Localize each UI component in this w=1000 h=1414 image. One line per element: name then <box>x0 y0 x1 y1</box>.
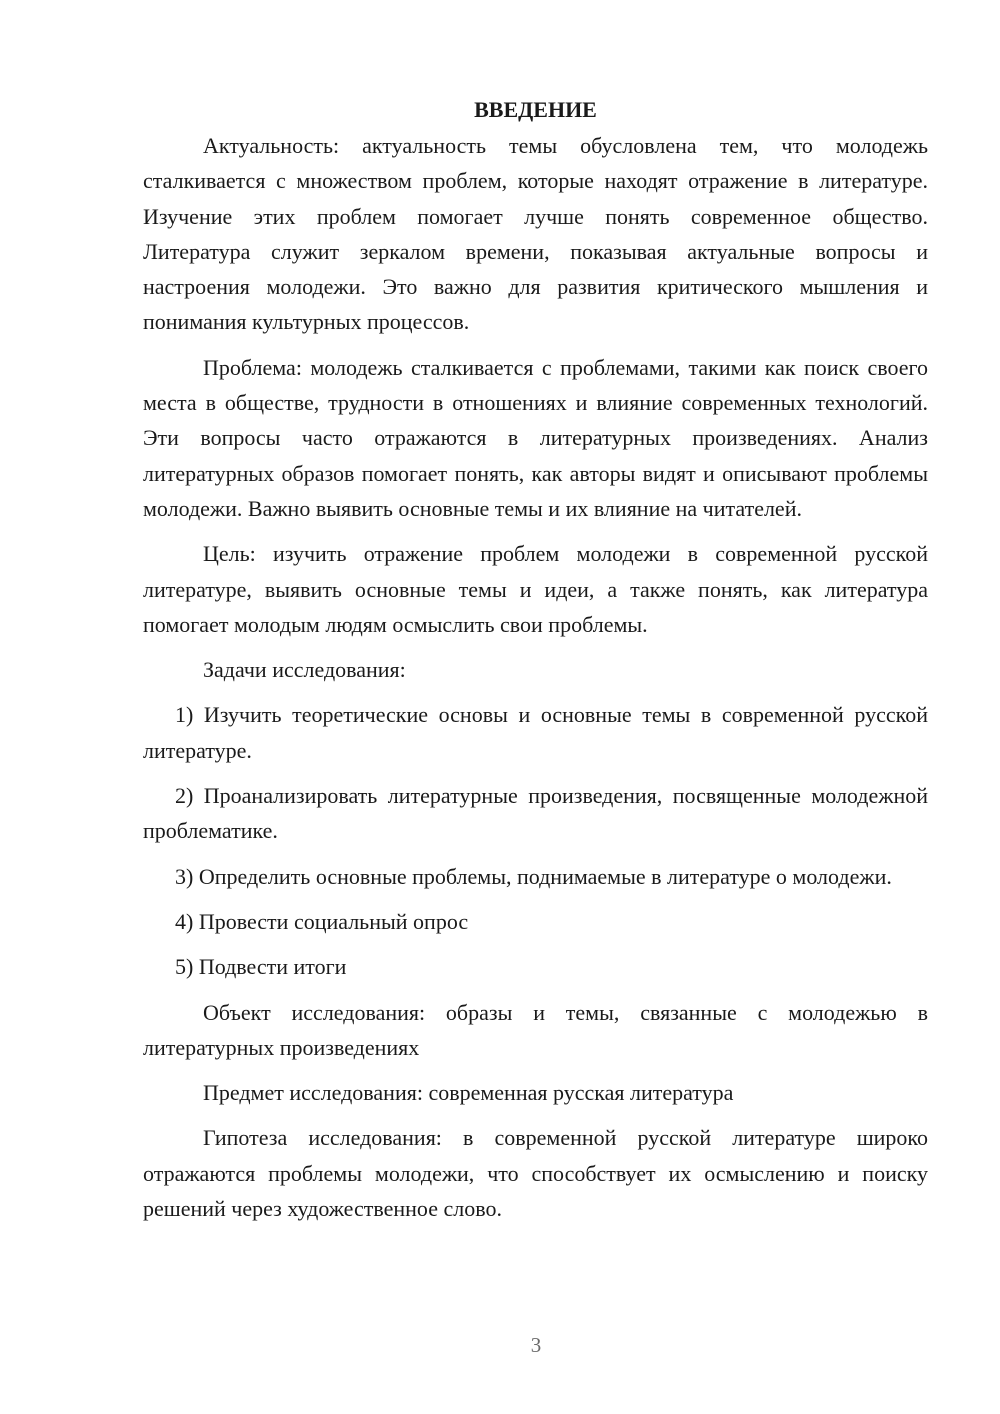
section-heading: ВВЕДЕНИЕ <box>474 97 597 122</box>
relevance-paragraph: Актуальность: актуальность темы обусловлена тем, что молодежь сталкивается с множеством проблем, которые находят отражение в литературе. Изучение этих проблем помогает лучше понять современное общество. Литература служит зеркалом времени, показывая актуальные вопросы и настроения молодежи. Это важно для развития критического мышления и понимания культурных процессов. <box>143 133 928 335</box>
object-paragraph: Объект исследования: образы и темы, связанные с молодежью в литературных произведениях <box>143 999 928 1060</box>
task-item-3: 3) Определить основные проблемы, поднимаемые в литературе о молодежи. <box>175 863 892 889</box>
task-item-2: 2) Проанализировать литературные произведения, посвященные молодежной проблематике. <box>143 783 928 844</box>
goal-paragraph: Цель: изучить отражение проблем молодежи в современной русской литературе, выявить основные темы и идеи, а также понять, как литература помогает молодым людям осмыслить свои проблемы. <box>143 541 928 637</box>
problem-paragraph: Проблема: молодежь сталкивается с проблемами, такими как поиск своего места в обществе, трудности в отношениях и влияние современных технологий. Эти вопросы часто отражаются в литературных произведениях. Анализ литературных образов помогает понять, как авторы видят и описывают проблемы молодежи. Важно выявить основные темы и их влияние на читателей. <box>143 354 928 521</box>
page-number: 3 <box>530 1333 542 1357</box>
document-page <box>143 92 928 1236</box>
task-item-5: 5) Подвести итоги <box>175 954 347 980</box>
task-item-4: 4) Провести социальный опрос <box>175 908 469 934</box>
hypothesis-paragraph: Гипотеза исследования: в современной русской литературе широко отражаются проблемы молодежи, что способствует их осмыслению и поиску решений через художественное слово. <box>143 1125 928 1222</box>
tasks-heading: Задачи исследования: <box>203 657 406 683</box>
task-item-1: 1) Изучить теоретические основы и основные темы в современной русской литературе. <box>143 702 928 763</box>
subject-paragraph: Предмет исследования: современная русская литература <box>203 1080 734 1106</box>
